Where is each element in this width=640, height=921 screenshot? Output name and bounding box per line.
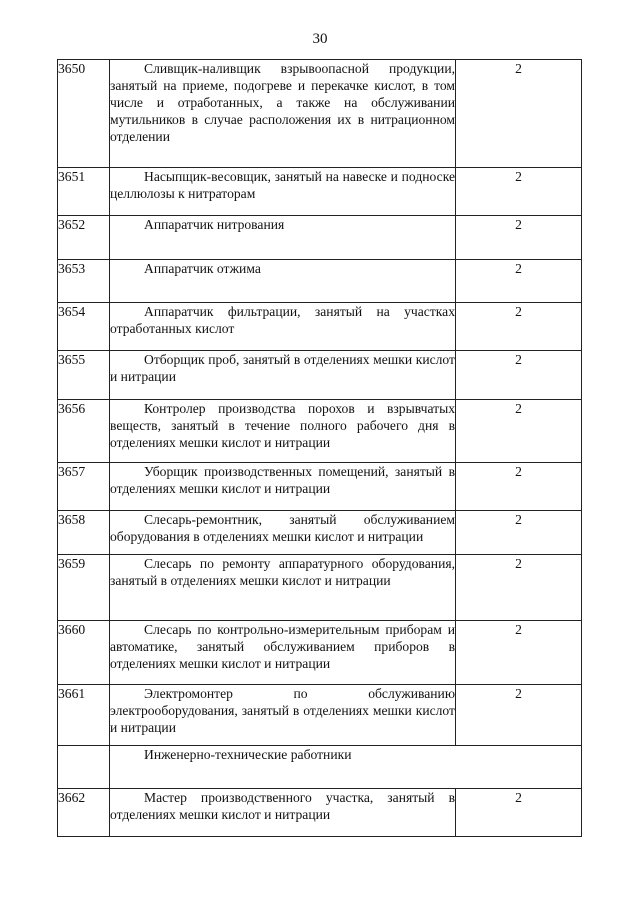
row-value: 2 <box>456 511 582 555</box>
table-row <box>58 685 582 746</box>
row-description: Сливщик-наливщик взрывоопасной продукции, занятый на приеме, подогреве и перекачке кислот, в том числе и отработанных, а также на обслуживании мутильников в случае расположения их в нитрационном отделении <box>110 60 456 168</box>
row-number <box>58 746 110 789</box>
row-description: Контролер производства порохов и взрывчатых веществ, занятый в течение полного рабочего дня в отделениях мешки кислот и нитрации <box>110 400 456 463</box>
row-number: 3654 <box>58 303 110 351</box>
table-row <box>58 168 582 216</box>
row-description: Аппаратчик фильтрации, занятый на участках отработанных кислот <box>110 303 456 351</box>
row-number: 3657 <box>58 463 110 511</box>
positions-table <box>57 59 582 837</box>
row-description: Слесарь-ремонтник, занятый обслуживанием оборудования в отделениях мешки кислот и нитрации <box>110 511 456 555</box>
row-value: 2 <box>456 789 582 837</box>
row-number: 3662 <box>58 789 110 837</box>
row-number: 3660 <box>58 621 110 685</box>
table-row <box>58 621 582 685</box>
row-number: 3659 <box>58 555 110 621</box>
row-number: 3651 <box>58 168 110 216</box>
row-description: Мастер производственного участка, занятый в отделениях мешки кислот и нитрации <box>110 789 456 837</box>
table-row <box>58 463 582 511</box>
row-value: 2 <box>456 303 582 351</box>
table-row <box>58 400 582 463</box>
row-description: Слесарь по ремонту аппаратурного оборудования, занятый в отделениях мешки кислот и нитрации <box>110 555 456 621</box>
table-row <box>58 216 582 260</box>
row-number: 3661 <box>58 685 110 746</box>
row-number: 3652 <box>58 216 110 260</box>
row-number: 3655 <box>58 351 110 400</box>
row-value: 2 <box>456 621 582 685</box>
row-number: 3658 <box>58 511 110 555</box>
row-value: 2 <box>456 463 582 511</box>
row-value: 2 <box>456 260 582 303</box>
row-description: Уборщик производственных помещений, занятый в отделениях мешки кислот и нитрации <box>110 463 456 511</box>
row-value: 2 <box>456 216 582 260</box>
row-number: 3656 <box>58 400 110 463</box>
row-description: Насыпщик-весовщик, занятый на навеске и подноске целлюлозы к нитраторам <box>110 168 456 216</box>
page-number: 30 <box>312 31 328 47</box>
row-value: 2 <box>456 168 582 216</box>
table-row <box>58 789 582 837</box>
row-value: 2 <box>456 400 582 463</box>
table-row <box>58 351 582 400</box>
row-value: 2 <box>456 555 582 621</box>
section-header-row <box>58 746 582 789</box>
row-description: Электромонтер по обслуживанию электрооборудования, занятый в отделениях мешки кислот и нитрации <box>110 685 456 746</box>
table-row <box>58 60 582 168</box>
row-value: 2 <box>456 685 582 746</box>
row-number: 3650 <box>58 60 110 168</box>
row-value: 2 <box>456 351 582 400</box>
table-row <box>58 260 582 303</box>
row-description: Слесарь по контрольно-измерительным приборам и автоматике, занятый обслуживанием приборов в отделениях мешки кислот и нитрации <box>110 621 456 685</box>
section-title: Инженерно-технические работники <box>110 746 582 789</box>
row-number: 3653 <box>58 260 110 303</box>
table-row <box>58 555 582 621</box>
row-description: Аппаратчик отжима <box>110 260 456 303</box>
row-value: 2 <box>456 60 582 168</box>
table-row <box>58 511 582 555</box>
row-description: Аппаратчик нитрования <box>110 216 456 260</box>
row-description: Отборщик проб, занятый в отделениях мешки кислот и нитрации <box>110 351 456 400</box>
table-row <box>58 303 582 351</box>
